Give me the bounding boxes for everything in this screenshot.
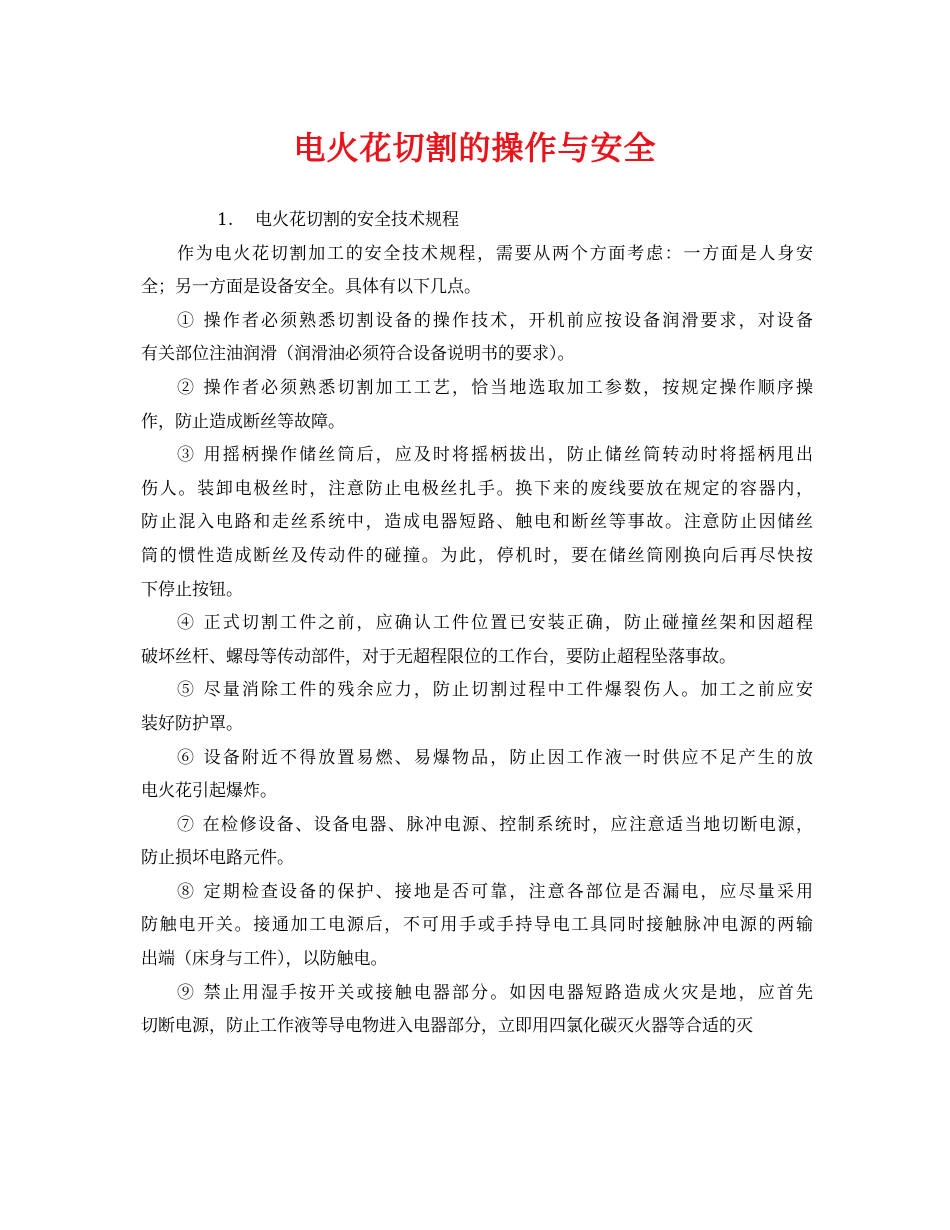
paragraph	[141, 876, 813, 977]
paragraph-line: 防止混入电路和走丝系统中，造成电器短路、触电和断丝等事故。注意防止因储丝	[141, 512, 813, 533]
paragraph-line: ② 操作者必须熟悉切割加工工艺，恰当地选取加工参数，按规定操作顺序操	[177, 377, 813, 398]
paragraph-line: 伤人。装卸电极丝时，注意防止电极丝扎手。换下来的废线要放在规定的容器内，	[141, 478, 813, 499]
paragraph	[141, 238, 813, 305]
paragraph-list	[141, 238, 813, 1044]
paragraph	[141, 439, 813, 607]
section-heading-text: 电火花切割的安全技术规程	[255, 210, 459, 230]
section-number: 1.	[217, 210, 234, 230]
paragraph-line: 电火花引起爆炸。	[141, 781, 277, 802]
paragraph-line: 全；另一方面是设备安全。具体有以下几点。	[141, 277, 481, 298]
paragraph-line: 防止损坏电路元件。	[141, 848, 294, 869]
paragraph	[141, 305, 813, 372]
paragraph-line: ⑤ 尽量消除工件的残余应力，防止切割过程中工件爆裂伤人。加工之前应安	[177, 680, 813, 701]
paragraph	[141, 809, 813, 876]
paragraph-line: ⑦ 在检修设备、设备电器、脉冲电源、控制系统时，应注意适当地切断电源，	[177, 814, 813, 835]
paragraph	[141, 977, 813, 1044]
paragraph	[141, 674, 813, 741]
paragraph-line: ③ 用摇柄操作储丝筒后，应及时将摇柄拔出，防止储丝筒转动时将摇柄甩出	[177, 445, 813, 466]
paragraph-line: ⑨ 禁止用湿手按开关或接触电器部分。如因电器短路造成火灾是地，应首先	[177, 982, 813, 1003]
paragraph-line: ① 操作者必须熟悉切割设备的操作技术，开机前应按设备润滑要求，对设备	[177, 310, 813, 331]
paragraph	[141, 607, 813, 674]
paragraph-line: 破坏丝杆、螺母等传动部件，对于无超程限位的工作台，要防止超程坠落事故。	[141, 646, 736, 667]
paragraph-line: ⑧ 定期检查设备的保护、接地是否可靠，注意各部位是否漏电，应尽量采用	[177, 881, 813, 902]
paragraph	[141, 372, 813, 439]
paragraph-line: 出端（床身与工件），以防触电。	[141, 949, 388, 970]
paragraph	[141, 742, 813, 809]
paragraph-line: ⑥ 设备附近不得放置易燃、易爆物品，防止因工作液一时供应不足产生的放	[177, 747, 813, 768]
paragraph-line: 下停止按钮。	[141, 579, 243, 600]
document-body	[141, 204, 813, 1044]
paragraph-line: 装好防护罩。	[141, 713, 243, 734]
paragraph-line: ④ 正式切割工件之前，应确认工件位置已安装正确，防止碰撞丝架和因超程	[177, 613, 813, 634]
paragraph-line: 有关部位注油润滑（润滑油必须符合设备说明书的要求）。	[141, 344, 575, 365]
paragraph-line: 作，防止造成断丝等故障。	[141, 411, 345, 432]
paragraph-line: 筒的惯性造成断丝及传动件的碰撞。为此，停机时，要在储丝筒刚换向后再尽快按	[141, 545, 813, 566]
section-heading	[141, 204, 813, 238]
page-title: 电火花切割的操作与安全	[293, 129, 657, 167]
paragraph-line: 防触电开关。接通加工电源后，不可用手或手持导电工具同时接触脉冲电源的两输	[141, 915, 813, 936]
paragraph-line: 作为电火花切割加工的安全技术规程，需要从两个方面考虑：一方面是人身安	[177, 243, 813, 264]
paragraph-line: 切断电源，防止工作液等导电物进入电器部分，立即用四氯化碳灭火器等合适的灭	[141, 1016, 753, 1037]
